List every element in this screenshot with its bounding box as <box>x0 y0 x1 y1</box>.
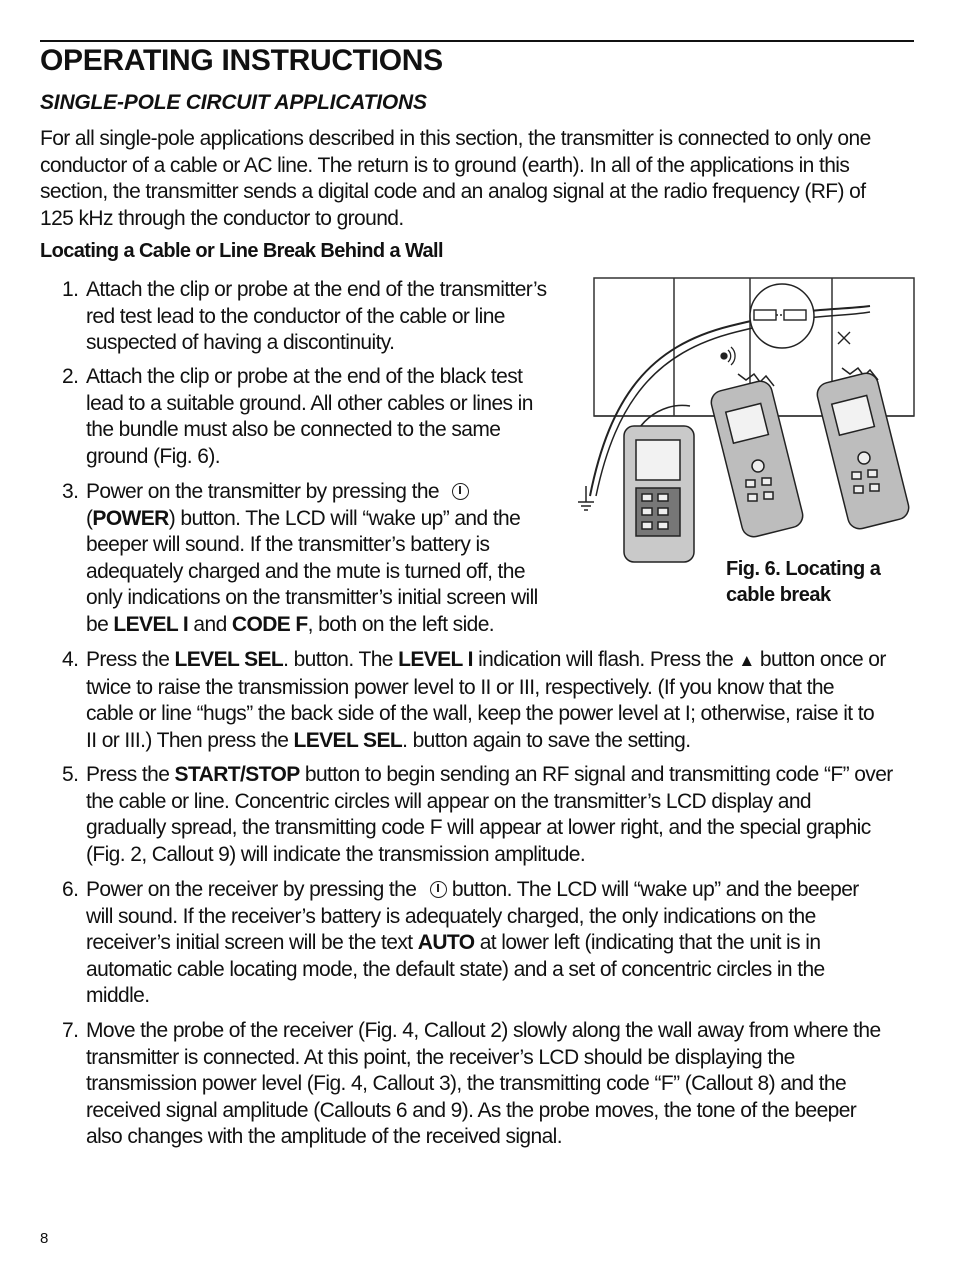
level-label: LEVEL I <box>113 612 189 636</box>
step-line: middle. <box>86 984 150 1007</box>
intro-line: section, the transmitter sends a digital code and an analog signal at the radio frequency (RF) of <box>40 180 866 203</box>
text-run: . button. The <box>283 648 399 671</box>
step-line: Move the probe of the receiver (Fig. 4, Callout 2) slowly along the wall away from where the <box>86 1019 881 1042</box>
section-subtitle: SINGLE-POLE CIRCUIT APPLICATIONS <box>40 91 427 114</box>
text-run: Power on the receiver by pressing the <box>86 878 417 901</box>
step-number: 4. <box>62 648 79 671</box>
step-line: ground (Fig. 6). <box>86 444 220 468</box>
level-sel-label: LEVEL SEL <box>293 728 403 752</box>
step-line: received signal amplitude (Callouts 6 and 9). As the probe moves, the tone of the beeper <box>86 1098 857 1122</box>
step-line: the bundle must also be connected to the same <box>86 418 501 441</box>
figure-caption <box>726 556 916 608</box>
transmitter-receiver-illustration <box>570 276 916 576</box>
step-line: only indications on the transmitter’s initial screen will <box>86 586 538 609</box>
step-line: will sound. If the receiver’s battery is adequately charged, the only indications on the <box>86 904 816 928</box>
receiver-device <box>815 368 911 531</box>
power-icon <box>430 881 447 898</box>
level-sel-label: LEVEL SEL <box>174 648 284 671</box>
step-line: red test lead to the conductor of the cable or line <box>86 304 505 328</box>
signal-icon <box>721 347 735 365</box>
step-line: the cable or line. Concentric circles will appear on the transmitter’s LCD display and <box>86 789 811 813</box>
up-arrow-icon: ▲ <box>738 651 755 670</box>
step-line: lead to a suitable ground. All other cables or lines in <box>86 391 533 415</box>
text-run: button to begin sending an RF signal and transmitting code “F” over <box>299 763 893 786</box>
caption-line: cable break <box>726 584 831 606</box>
step-line: Attach the clip or probe at the end of the black test <box>86 365 523 388</box>
text-run: Press the <box>86 648 175 671</box>
step-line: automatic cable locating mode, the default state) and a set of concentric circles in the <box>86 957 825 981</box>
text-run: ) button. The LCD will “wake up” and the <box>168 506 521 530</box>
receiver-device <box>709 374 805 539</box>
intro-line: For all single-pole applications described in this section, the transmitter is connected to only one <box>40 127 871 150</box>
step-line: cable or line “hugs” the back side of the wall, keep the power level at I; otherwise, raise it to <box>86 702 875 725</box>
step-line: transmission power level (Fig. 4, Callout 3), the transmitting code “F” (Callout 8) and the <box>86 1072 847 1095</box>
step-line: adequately charged and the mute is turned off, the <box>86 559 525 583</box>
no-signal-icon <box>838 332 850 344</box>
procedure-title: Locating a Cable or Line Break Behind a Wall <box>40 240 443 262</box>
start-stop-label: START/STOP <box>174 763 300 786</box>
step-line: gradually spread, the transmitting code F will appear at lower right, and the special graphic <box>86 816 871 839</box>
text-run: ( <box>86 506 93 530</box>
text-run: button once or <box>754 648 886 671</box>
step-line: transmitter is connected. At this point, the receiver’s LCD should be displaying the <box>86 1045 795 1069</box>
text-run: button. The LCD will “wake up” and the beeper <box>446 878 859 901</box>
code-label: CODE F <box>231 612 308 636</box>
text-run: and <box>188 612 232 636</box>
step-number: 3. <box>62 480 79 503</box>
step-line: Attach the clip or probe at the end of the transmitter’s <box>86 278 547 301</box>
text-run: , both on the left side. <box>307 612 495 636</box>
text-run: at lower left (indicating that the unit is in <box>474 931 821 954</box>
text-run: II or III.) Then press the <box>86 728 294 752</box>
intro-line: conductor of a cable or AC line. The return is to ground (earth). In all of the applications in this <box>40 153 850 177</box>
step-line: suspected of having a discontinuity. <box>86 331 395 354</box>
step-line: also changes with the amplitude of the received signal. <box>86 1125 562 1148</box>
text-run: . button again to save the setting. <box>402 728 691 752</box>
step-number: 1. <box>62 278 79 301</box>
text-run: receiver’s initial screen will be the text <box>86 931 418 954</box>
step-line: Power on the transmitter by pressing the <box>86 480 440 503</box>
step-number: 2. <box>62 365 79 388</box>
auto-label: AUTO <box>417 931 475 954</box>
page-number: 8 <box>40 1230 49 1247</box>
intro-line: 125 kHz through the conductor to ground. <box>40 206 404 230</box>
intro-paragraph <box>40 126 920 232</box>
top-rule <box>40 40 914 42</box>
power-icon <box>452 483 469 500</box>
step-line: (Fig. 2, Callout 9) will indicate the transmission amplitude. <box>86 842 586 866</box>
text-run: be <box>86 612 114 636</box>
step-number: 6. <box>62 878 79 901</box>
transmitter-device <box>624 405 694 562</box>
caption-line: Fig. 6. Locating a <box>726 558 881 580</box>
page-title: OPERATING INSTRUCTIONS <box>40 44 443 77</box>
step-line: beeper will sound. If the transmitter’s battery is <box>86 533 490 556</box>
power-label: POWER <box>92 506 169 530</box>
level-label: LEVEL I <box>398 648 473 671</box>
text-run: Press the <box>86 763 175 786</box>
text-run: indication will flash. Press the <box>472 648 739 671</box>
step-line: twice to raise the transmission power level to II or III, respectively. (If you know that the <box>86 675 834 699</box>
step-number: 7. <box>62 1019 79 1042</box>
step-number: 5. <box>62 763 79 786</box>
